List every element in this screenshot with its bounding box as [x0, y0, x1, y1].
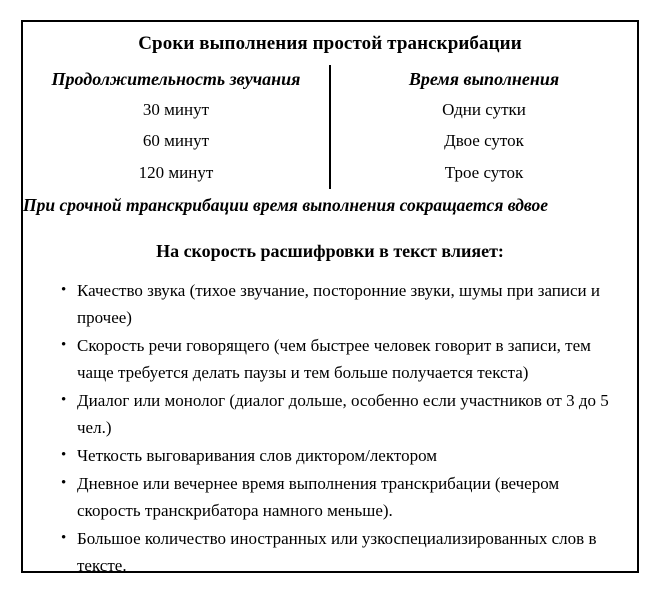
list-item: [23, 470, 637, 524]
bullet-icon: •: [61, 391, 67, 408]
list-item-text: Четкость выговаривания слов диктором/лектором: [77, 445, 438, 465]
column-header-duration: Продолжительность звучания: [23, 65, 330, 94]
urgent-transcription-note: При срочной транскрибации время выполнения сокращается вдвое: [23, 195, 548, 215]
list-item-text: Скорость речи говорящего (чем быстрее человек говорит в записи, тем чаще требуется делать паузы и тем больше получается текста): [77, 335, 591, 382]
table-row: [23, 94, 637, 125]
list-item: [23, 387, 637, 441]
list-item: [23, 332, 637, 386]
cell-duration: 30 минут: [23, 94, 330, 125]
table-title-row: [23, 22, 637, 65]
document-frame: [21, 20, 639, 573]
cell-turnaround: Одни сутки: [442, 99, 526, 119]
list-item-text: Диалог или монолог (диалог дольше, особенно если участников от 3 до 5 чел.): [77, 390, 609, 437]
bullet-icon: •: [61, 446, 67, 463]
table-row: [23, 156, 637, 189]
factors-list: [23, 277, 637, 579]
cell-turnaround: Трое суток: [444, 162, 524, 182]
table-row: [23, 125, 637, 156]
factors-section: [23, 241, 637, 579]
table-note-row: [23, 189, 637, 222]
bullet-icon: •: [61, 281, 67, 298]
list-item-text: Большое количество иностранных или узкоспециализированных слов в тексте.: [77, 528, 597, 575]
cell-duration: 60 минут: [23, 125, 330, 156]
table-header-row: [23, 65, 637, 94]
schedule-table: [23, 22, 637, 222]
bullet-icon: •: [61, 336, 67, 353]
list-item: [23, 442, 637, 469]
bullet-icon: •: [61, 529, 67, 546]
list-item: [23, 277, 637, 331]
cell-turnaround: Двое суток: [444, 130, 524, 150]
list-item: [23, 525, 637, 579]
table-title: Сроки выполнения простой транскрибации: [138, 32, 522, 54]
cell-duration: 120 минут: [23, 156, 330, 189]
factors-heading: На скорость расшифровки в текст влияет:: [156, 241, 504, 261]
column-header-turnaround: Время выполнения: [408, 69, 560, 89]
bullet-icon: •: [61, 474, 67, 491]
list-item-text: Дневное или вечернее время выполнения транскрибации (вечером скорость транскрибатора намного меньше).: [77, 473, 560, 520]
list-item-text: Качество звука (тихое звучание, посторонние звуки, шумы при записи и прочее): [77, 280, 600, 327]
